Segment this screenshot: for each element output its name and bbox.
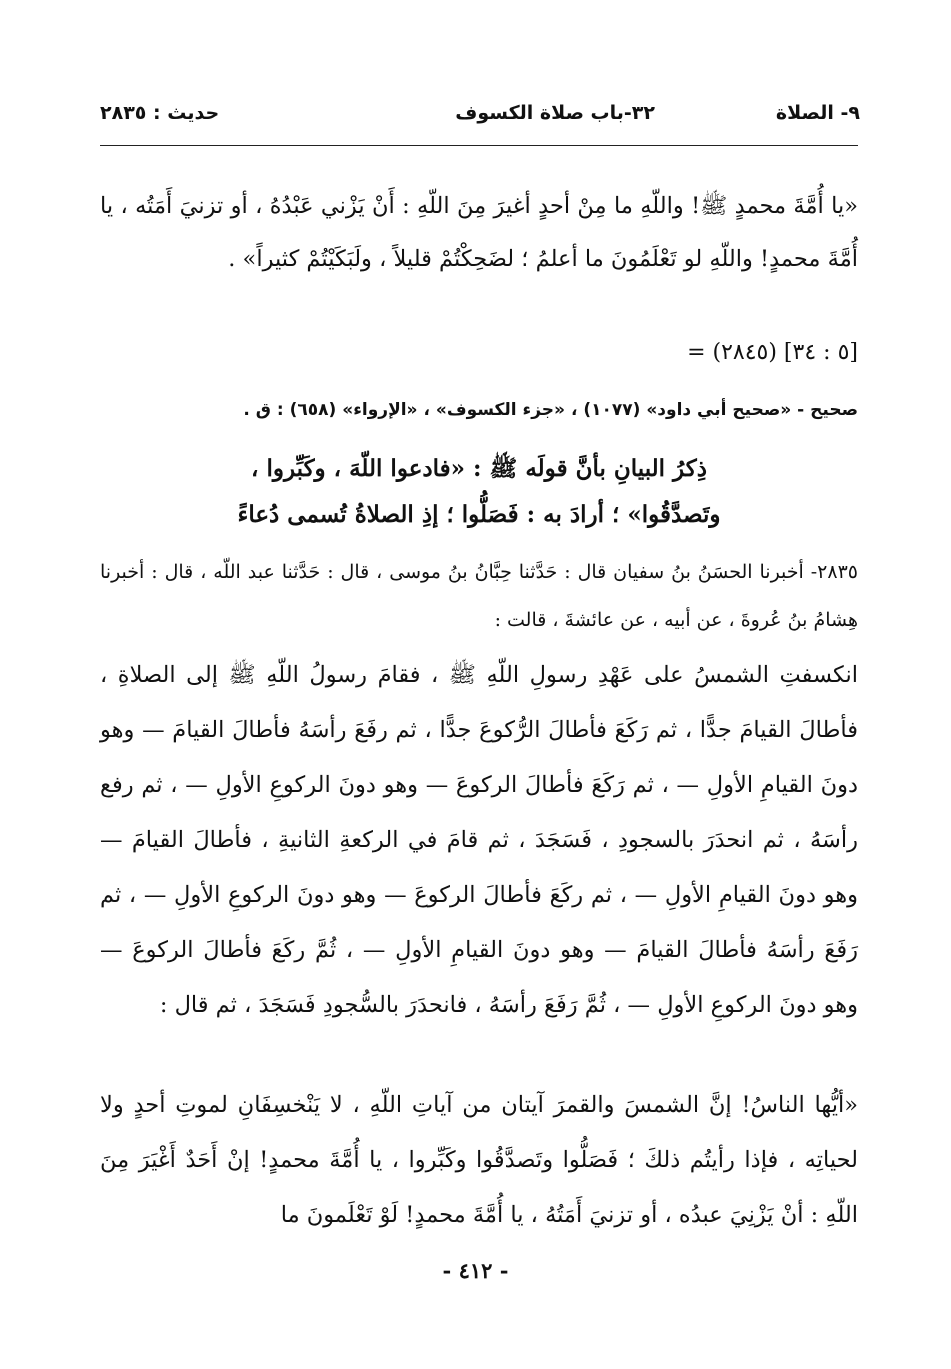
- hadith-isnad: ٢٨٣٥- أخبرنا الحسَنُ بنُ سفيان قال : حَدَّثنا حِبَّانُ بنُ موسى ، قال : حَدَّثنا عبد اللّه ، قال : أخبرنا هِشامُ بنُ عُروةَ ، عن أبيه ، عن عائشةَ ، قالت :: [100, 561, 858, 631]
- section-heading: [100, 446, 858, 538]
- hadith-body: انكسفتِ الشمسُ على عَهْدِ رسولِ اللّهِ ﷺ ، فقامَ رسولُ اللّهِ ﷺ إلى الصلاةِ ، فأطالَ القيامَ جدًّا ، ثم رَكَعَ فأطالَ الرُّكوعَ جدًّا ، ثم رفَعَ رأسَهُ فأطالَ القيامَ — وهو دونَ القيامِ الأولِ — ، ثم رَكَعَ فأطالَ الركوعَ — وهو دونَ الركوعِ الأولِ — ، ثم رفع رأسَهُ ، ثم انحدَرَ بالسجودِ ، فَسَجَدَ ، ثم قامَ في الركعةِ الثانيةِ ، فأطالَ القيامَ — وهو دونَ القيامِ الأولِ — ، ثم ركَعَ فأطالَ الركوعَ — وهو دونَ الركوعِ الأولِ — ، ثم رَفَعَ رأسَهُ فأطالَ القيامَ — وهو دونَ القيامِ الأولِ — ، ثُمَّ ركَعَ فأطالَ الركوعَ — وهو دونَ الركوعِ الأولِ — ، ثُمَّ رَفَعَ رأسَهُ ، فانحدَرَ بالسُّجودِ فَسَجَدَ ، ثم قال :: [100, 662, 858, 1018]
- section-heading-line-2: وتَصدَّقُوا» ؛ أرادَ به : فَصَلُّوا ؛ إذِ الصلاةُ تُسمى دُعاءً: [237, 501, 721, 528]
- header-bab-title: ٣٢-باب صلاة الكسوف: [455, 102, 655, 124]
- previous-hadith-quote: «يا أُمَّةَ محمدٍ ﷺ! واللّهِ ما مِنْ أحدٍ أغيرَ مِنَ اللّهِ : أَنْ يَزْني عَبْدُهُ ، أو تزنيَ أَمَتُه ، يا أُمَّةَ محمدٍ! واللّهِ لو تَعْلَمُونَ ما أعلمُ ؛ لضَحِكْتُمْ قليلاً ، ولَبَكَيْتُمْ كثيراً» .: [100, 193, 858, 272]
- header-divider: [100, 145, 858, 146]
- section-heading-line-1: ذِكرُ البيانِ بأنَّ قولَه ﷺ : «فادعوا اللّهَ ، وكَبِّروا ،: [251, 455, 707, 482]
- running-header: [100, 98, 860, 132]
- cross-reference: [100, 338, 858, 368]
- header-hadith-number: حديث : ٢٨٣٥: [100, 102, 220, 124]
- header-chapter: ٩- الصلاة: [775, 102, 860, 124]
- cross-reference-text: = (٢٨٤٥) [٥ : ٣٤]: [687, 340, 858, 365]
- page-number: - ٤١٢ -: [442, 1258, 509, 1283]
- hadith-quote: «أيُّها الناسُ! إنَّ الشمسَ والقمرَ آيتان من آياتِ اللّهِ ، لا يَنْخسِفَانِ لموتِ أحدٍ ولا لحياتِه ، فإذا رأيتُم ذلكَ ؛ فَصَلُّوا وتَصدَّقُوا وكَبِّروا ، يا أُمَّةَ محمدٍ! إنْ أَحَدٌ أَغْيَرَ مِنَ اللّهِ : أنْ يَزْنِيَ عبدُه ، أو تزنيَ أَمَتُهُ ، يا أُمَّةَ محمدٍ! لَوْ تَعْلَمونَ ما: [100, 1092, 858, 1228]
- authentication-note: صحيح - «صحيح أبي داود» (١٠٧٧) ، «جزء الكسوف» ، «الإرواء» (٦٥٨) : ق .: [243, 400, 858, 420]
